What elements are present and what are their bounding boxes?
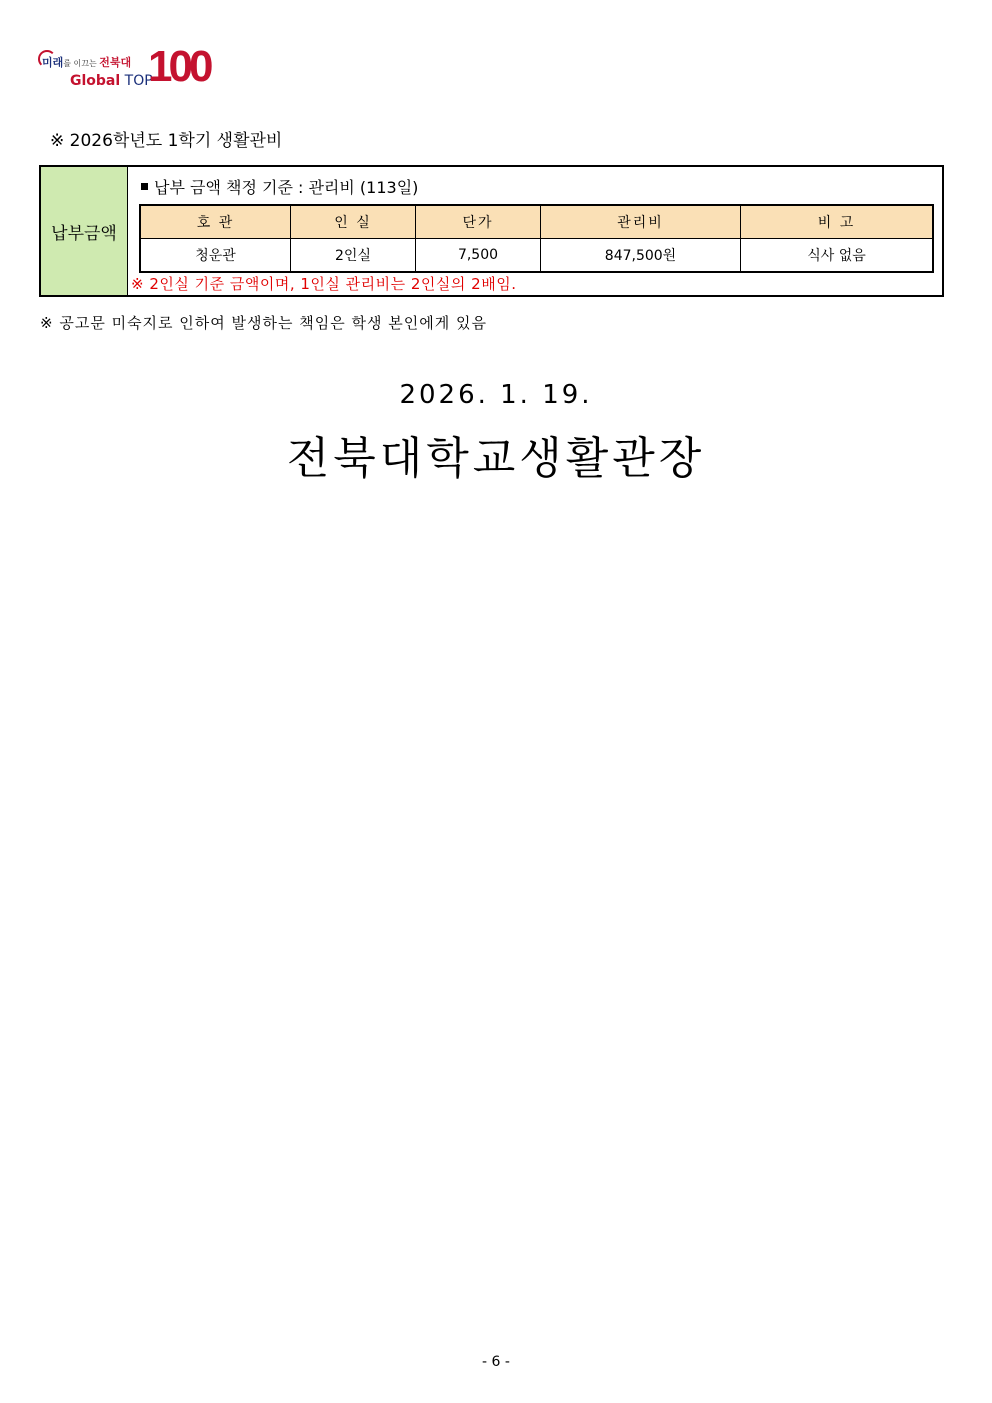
cell-unit-price: 7,500 — [416, 239, 541, 273]
issuing-organization: 전북대학교생활관장 — [286, 433, 706, 484]
fee-criteria: 납부 금액 책정 기준 : 관리비 (113일) — [141, 175, 418, 198]
university-logo — [38, 44, 218, 94]
cell-room-type: 2인실 — [291, 239, 416, 273]
fee-note: ※ 2인실 기준 금액이며, 1인실 관리비는 2인실의 2배임. — [131, 275, 517, 293]
section-title: ※ 2026학년도 1학기 생활관비 — [50, 131, 283, 151]
payment-amount-label: 납부금액 — [41, 167, 128, 295]
logo-100: 100 — [148, 42, 210, 91]
fee-table — [139, 204, 934, 273]
footnote: ※ 공고문 미숙지로 인하여 발생하는 책임은 학생 본인에게 있음 — [40, 314, 487, 332]
header-hall: 호 관 — [140, 205, 291, 239]
header-unit-price: 단가 — [416, 205, 541, 239]
cell-remarks: 식사 없음 — [741, 239, 934, 273]
header-room-type: 인 실 — [291, 205, 416, 239]
cell-hall: 청운관 — [140, 239, 291, 273]
square-bullet-icon — [141, 183, 148, 190]
cell-management-fee: 847,500원 — [541, 239, 741, 273]
page-number: - 6 - — [482, 1354, 510, 1370]
table-row — [140, 239, 933, 273]
announcement-date: 2026. 1. 19. — [399, 380, 593, 410]
fee-box — [39, 165, 944, 297]
header-remarks: 비 고 — [741, 205, 934, 239]
header-management-fee: 관리비 — [541, 205, 741, 239]
logo-global-top: Global TOP — [70, 73, 153, 89]
logo-slogan: 미래를 이끄는 전북대 — [42, 56, 132, 69]
table-header-row — [140, 205, 933, 239]
